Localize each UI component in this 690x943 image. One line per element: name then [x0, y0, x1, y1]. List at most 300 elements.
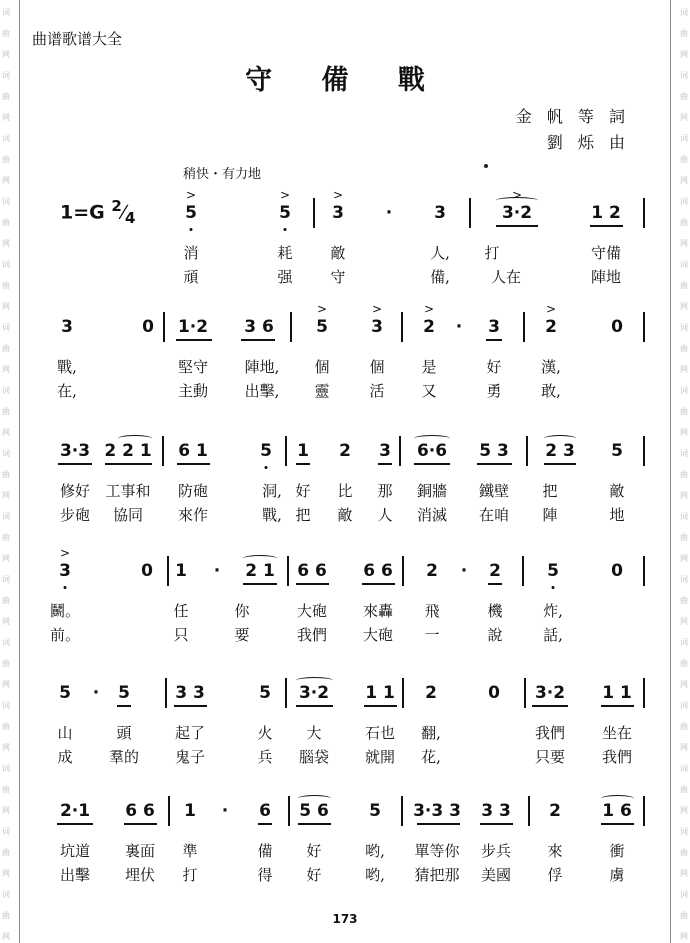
accent-mark: >: [332, 188, 344, 202]
note: ·: [213, 561, 221, 581]
lyric-verse-1: 把: [542, 482, 558, 500]
tempo-marking: 稍快・有力地: [183, 167, 262, 182]
beam-underline: [532, 705, 568, 707]
watermark-char: 网: [2, 743, 10, 752]
note: 0: [611, 561, 623, 581]
page-number: 173: [332, 912, 358, 926]
lyric-verse-2: 靈: [314, 382, 330, 400]
barline: [288, 796, 290, 826]
beam-underline: [241, 339, 275, 341]
watermark-char: 曲: [2, 29, 10, 38]
watermark-char: 曲: [2, 281, 10, 290]
watermark-char: 词: [680, 512, 688, 521]
note: 6 1: [178, 441, 208, 461]
note: 1 6: [602, 801, 632, 821]
key-label: 1=G: [60, 201, 105, 224]
lyric-verse-1: 頭: [116, 724, 132, 742]
lyric-verse-2: 羣的: [108, 748, 140, 766]
lyric-verse-2: 出擊: [59, 866, 91, 884]
accent-mark: >: [423, 302, 435, 316]
lyric-verse-1: 漢,: [541, 358, 561, 376]
watermark-char: 网: [680, 50, 688, 59]
lyric-verse-2: 得: [257, 866, 273, 884]
lyric-verse-1: 消: [183, 244, 199, 262]
watermark-char: 词: [680, 197, 688, 206]
barline: [163, 312, 165, 342]
watermark-char: 词: [680, 575, 688, 584]
time-sig-denominator: 4: [125, 209, 136, 228]
score-row: [0, 302, 690, 416]
watermark-char: 网: [680, 680, 688, 689]
lyric-verse-2: 一: [424, 626, 440, 644]
watermark-char: 词: [680, 701, 688, 710]
barline: [643, 436, 645, 466]
lyric-verse-1: 個: [314, 358, 330, 376]
lyric-verse-1: 裏面: [124, 842, 156, 860]
score-row: [0, 790, 690, 900]
lyric-verse-2: 人在: [490, 268, 522, 286]
watermark-char: 词: [680, 827, 688, 836]
score-row: [0, 546, 690, 660]
watermark-char: 词: [2, 71, 10, 80]
note: 3: [434, 203, 446, 223]
note: 5: [118, 683, 130, 703]
watermark-char: 网: [2, 680, 10, 689]
lyric-verse-2: 勇: [486, 382, 502, 400]
watermark-char: 词: [2, 512, 10, 521]
note: 1: [297, 441, 309, 461]
watermark-char: 网: [680, 365, 688, 374]
lyric-verse-2: 只要: [534, 748, 566, 766]
watermark-char: 曲: [680, 218, 688, 227]
lyric-verse-2: 强: [277, 268, 293, 286]
barline: [167, 556, 169, 586]
barline: [643, 198, 645, 228]
lyric-verse-2: 腦袋: [298, 748, 330, 766]
watermark-char: 词: [2, 134, 10, 143]
lyric-verse-2: 敢,: [541, 382, 561, 400]
lyric-verse-1: 起了: [174, 724, 206, 742]
beam-underline: [544, 463, 576, 465]
lyric-verse-2: 把: [295, 506, 311, 524]
watermark-char: 曲: [2, 533, 10, 542]
watermark-char: 词: [2, 386, 10, 395]
watermark-char: 曲: [2, 218, 10, 227]
lyric-verse-1: 耗: [277, 244, 293, 262]
note: 5: [316, 317, 328, 337]
accent-mark: >: [279, 188, 291, 202]
lyric-verse-2: 步砲: [59, 506, 91, 524]
barline: [401, 796, 403, 826]
note: 2: [425, 683, 437, 703]
watermark-char: 词: [2, 323, 10, 332]
low-octave-dot: [265, 466, 268, 469]
beam-underline: [243, 583, 277, 585]
lyric-verse-1: 那: [377, 482, 393, 500]
lyric-verse-1: 比: [337, 482, 353, 500]
beam-underline: [105, 463, 152, 465]
watermark-char: 曲: [2, 92, 10, 101]
lyric-verse-1: 來轟: [362, 602, 394, 620]
lyric-verse-1: 好: [295, 482, 311, 500]
watermark-char: 词: [2, 8, 10, 17]
watermark-char: 词: [2, 638, 10, 647]
lyric-verse-2: 守: [330, 268, 346, 286]
watermark-char: 网: [680, 869, 688, 878]
lyric-verse-1: 哟,: [365, 842, 385, 860]
note: 3: [379, 441, 391, 461]
lyric-verse-1: 鬭。: [49, 602, 81, 620]
lyric-verse-1: 石也: [364, 724, 396, 742]
watermark-char: 曲: [2, 470, 10, 479]
lyric-verse-2: 消滅: [416, 506, 448, 524]
note: 5 6: [299, 801, 329, 821]
beam-underline: [601, 823, 634, 825]
watermark-char: 网: [2, 869, 10, 878]
lyric-verse-1: 山: [57, 724, 73, 742]
watermark-char: 曲: [2, 659, 10, 668]
note: 2: [549, 801, 561, 821]
note: ·: [221, 801, 229, 821]
watermark-char: 曲: [680, 344, 688, 353]
note: 3: [332, 203, 344, 223]
note: 5: [547, 561, 559, 581]
low-octave-dot: [284, 228, 287, 231]
note: 3·2: [501, 203, 533, 223]
note: 5: [611, 441, 623, 461]
note: ·: [385, 203, 393, 223]
watermark-char: 网: [680, 743, 688, 752]
lyric-verse-1: 火: [257, 724, 273, 742]
lyric-verse-2: 備,: [430, 268, 450, 286]
note: 3: [61, 317, 73, 337]
note: 2: [545, 317, 557, 337]
watermark-char: 词: [2, 449, 10, 458]
watermark-char: 网: [680, 239, 688, 248]
note: 6 6: [125, 801, 155, 821]
note: 3·2: [298, 683, 330, 703]
note: 3 3: [175, 683, 205, 703]
lyric-verse-1: 大: [306, 724, 322, 742]
lyric-verse-1: 我們: [534, 724, 566, 742]
lyric-verse-1: 是: [421, 358, 437, 376]
lyric-verse-2: 哟,: [365, 866, 385, 884]
slur: [544, 435, 576, 442]
watermark-char: 词: [680, 8, 688, 17]
barline: [469, 198, 471, 228]
note: 1 2: [591, 203, 621, 223]
time-sig-numerator: 2: [111, 197, 122, 215]
lyric-verse-2: 就開: [364, 748, 396, 766]
lyric-verse-1: 陣地,: [244, 358, 280, 376]
lyric-verse-2: 地: [609, 506, 625, 524]
lyric-verse-1: 飛: [424, 602, 440, 620]
lyric-verse-2: 好: [306, 866, 322, 884]
watermark-char: 网: [680, 491, 688, 500]
watermark-char: 曲: [2, 785, 10, 794]
barline: [290, 312, 292, 342]
watermark-char: 网: [2, 113, 10, 122]
watermark-char: 网: [680, 554, 688, 563]
ink-dot: [484, 164, 488, 168]
note: 3: [488, 317, 500, 337]
lyric-verse-2: 說: [487, 626, 503, 644]
barline: [285, 436, 287, 466]
barline: [287, 556, 289, 586]
watermark-char: 词: [2, 827, 10, 836]
note: 6: [259, 801, 271, 821]
note: ·: [455, 317, 463, 337]
note: 3: [371, 317, 383, 337]
watermark-char: 网: [2, 491, 10, 500]
barline: [165, 678, 167, 708]
note: ·: [92, 683, 100, 703]
lyric-verse-2: 陣地: [590, 268, 622, 286]
note: 5: [369, 801, 381, 821]
watermark-char: 词: [680, 386, 688, 395]
barline: [168, 796, 170, 826]
watermark-char: 曲: [2, 344, 10, 353]
beam-underline: [177, 463, 210, 465]
barline: [522, 556, 524, 586]
watermark-char: 网: [680, 617, 688, 626]
lyric-verse-1: 大砲: [296, 602, 328, 620]
watermark-char: 曲: [680, 281, 688, 290]
watermark-char: 词: [680, 71, 688, 80]
watermark-char: 曲: [2, 155, 10, 164]
watermark-char: 曲: [680, 722, 688, 731]
note: 5: [185, 203, 197, 223]
note: 3 6: [244, 317, 274, 337]
note: 2 3: [545, 441, 575, 461]
barline: [402, 556, 404, 586]
beam-underline: [296, 705, 333, 707]
note: 2: [489, 561, 501, 581]
watermark-char: 曲: [2, 722, 10, 731]
watermark-char: 网: [2, 806, 10, 815]
note: 0: [488, 683, 500, 703]
lyric-verse-2: 猜把那: [414, 866, 460, 884]
watermark-char: 曲: [680, 911, 688, 920]
lyric-verse-2: 來作: [177, 506, 209, 524]
watermark-char: 词: [2, 890, 10, 899]
lyric-verse-1: 坑道: [59, 842, 91, 860]
watermark-char: 网: [680, 302, 688, 311]
beam-underline: [124, 823, 157, 825]
lyric-verse-2: 在,: [57, 382, 77, 400]
watermark-char: 词: [2, 701, 10, 710]
lyric-verse-2: 頑: [183, 268, 199, 286]
watermark-char: 网: [2, 239, 10, 248]
lyric-verse-1: 準: [182, 842, 198, 860]
barline: [285, 678, 287, 708]
barline: [524, 678, 526, 708]
note: 5 3: [479, 441, 509, 461]
lyric-verse-2: 戰,: [262, 506, 282, 524]
lyric-verse-1: 守備: [590, 244, 622, 262]
watermark-char: 曲: [680, 470, 688, 479]
note: 6 6: [297, 561, 327, 581]
watermark-char: 词: [2, 764, 10, 773]
beam-underline: [486, 339, 502, 341]
barline: [643, 312, 645, 342]
lyric-verse-1: 任: [173, 602, 189, 620]
note: 2: [426, 561, 438, 581]
accent-mark: >: [371, 302, 383, 316]
slur: [298, 795, 331, 802]
beam-underline: [414, 463, 450, 465]
note: 2 1: [245, 561, 275, 581]
barline: [401, 312, 403, 342]
watermark-char: 曲: [2, 848, 10, 857]
site-label: 曲谱歌谱大全: [32, 30, 123, 48]
beam-underline: [58, 463, 92, 465]
watermark-char: 网: [2, 554, 10, 563]
beam-underline: [362, 583, 395, 585]
lyric-verse-2: 虜: [609, 866, 625, 884]
note: 2 2 1: [104, 441, 152, 461]
watermark-char: 曲: [680, 92, 688, 101]
note: 6 6: [363, 561, 393, 581]
beam-underline: [488, 583, 502, 585]
lyric-verse-1: 修好: [59, 482, 91, 500]
lyric-verse-1: 防砲: [177, 482, 209, 500]
lyric-verse-1: 敵: [609, 482, 625, 500]
slur: [414, 435, 450, 442]
lyric-verse-2: 前。: [49, 626, 81, 644]
watermark-char: 网: [2, 932, 10, 941]
beam-underline: [174, 705, 207, 707]
note: 5: [260, 441, 272, 461]
lyric-verse-1: 敵: [330, 244, 346, 262]
watermark-char: 曲: [2, 911, 10, 920]
beam-underline: [601, 705, 634, 707]
note: 0: [142, 317, 154, 337]
lyric-verse-2: 協同: [112, 506, 144, 524]
watermark-char: 曲: [680, 848, 688, 857]
lyric-verse-1: 坐在: [601, 724, 633, 742]
lyric-verse-2: 我們: [601, 748, 633, 766]
lyric-verse-1: 打: [484, 244, 500, 262]
lyric-verse-1: 工事和: [105, 482, 151, 500]
watermark-char: 词: [680, 764, 688, 773]
lyric-verse-1: 單等你: [414, 842, 460, 860]
lyric-verse-1: 人,: [430, 244, 450, 262]
watermark-char: 词: [680, 449, 688, 458]
low-octave-dot: [190, 228, 193, 231]
note: 5: [59, 683, 71, 703]
slur: [243, 555, 277, 562]
note: 1 1: [602, 683, 632, 703]
time-sig-slash: ⁄: [121, 201, 125, 224]
slur: [601, 795, 634, 802]
beam-underline: [496, 225, 538, 227]
lyric-verse-2: 俘: [547, 866, 563, 884]
lyric-verse-2: 美國: [480, 866, 512, 884]
watermark-char: 网: [2, 176, 10, 185]
lyric-verse-2: 花,: [421, 748, 441, 766]
beam-underline: [378, 463, 392, 465]
watermark-char: 曲: [680, 785, 688, 794]
lyric-verse-1: 機: [487, 602, 503, 620]
watermark-char: 曲: [2, 407, 10, 416]
lyric-verse-2: 敵: [337, 506, 353, 524]
watermark-char: 词: [680, 260, 688, 269]
lyric-verse-2: 埋伏: [124, 866, 156, 884]
note: 3·3 3: [413, 801, 461, 821]
watermark-char: 网: [680, 806, 688, 815]
watermark-char: 曲: [680, 533, 688, 542]
accent-mark: >: [545, 302, 557, 316]
lyric-verse-1: 戰,: [57, 358, 77, 376]
watermark-char: 词: [2, 260, 10, 269]
barline: [528, 796, 530, 826]
slur: [296, 677, 333, 684]
beam-underline: [417, 823, 460, 825]
note: 2: [423, 317, 435, 337]
beam-underline: [176, 339, 212, 341]
beam-underline: [590, 225, 623, 227]
watermark-char: 词: [680, 134, 688, 143]
lyric-verse-2: 兵: [257, 748, 273, 766]
beam-underline: [258, 823, 272, 825]
watermark-char: 曲: [680, 407, 688, 416]
watermark-char: 网: [2, 428, 10, 437]
lyric-verse-2: 大砲: [362, 626, 394, 644]
note: 3: [59, 561, 71, 581]
lyric-verse-2: 又: [421, 382, 437, 400]
lyric-verse-1: 鐵壁: [478, 482, 510, 500]
watermark-char: 词: [2, 575, 10, 584]
note: 5: [279, 203, 291, 223]
watermark-char: 网: [2, 302, 10, 311]
lyric-verse-2: 陣: [542, 506, 558, 524]
barline: [399, 436, 401, 466]
lyric-verse-2: 出擊,: [244, 382, 280, 400]
lyric-verse-1: 好: [306, 842, 322, 860]
watermark-char: 曲: [680, 596, 688, 605]
beam-underline: [117, 705, 131, 707]
score-row: [0, 430, 690, 540]
lyric-verse-1: 好: [486, 358, 502, 376]
lyric-verse-2: 只: [173, 626, 189, 644]
beam-underline: [298, 823, 331, 825]
watermark-char: 曲: [680, 659, 688, 668]
barline: [643, 556, 645, 586]
barline: [523, 312, 525, 342]
lyric-verse-2: 活: [369, 382, 385, 400]
lyric-verse-2: 成: [57, 748, 73, 766]
lyric-verse-1: 堅守: [177, 358, 209, 376]
note: 3 3: [481, 801, 511, 821]
beam-underline: [480, 823, 513, 825]
beam-underline: [477, 463, 512, 465]
lyric-verse-1: 洞,: [262, 482, 282, 500]
watermark-char: 网: [680, 113, 688, 122]
note: 0: [611, 317, 623, 337]
slur: [118, 435, 152, 442]
watermark-char: 网: [680, 932, 688, 941]
watermark-char: 网: [680, 428, 688, 437]
lyric-verse-2: 主動: [177, 382, 209, 400]
beam-underline: [296, 463, 310, 465]
lyric-verse-1: 步兵: [480, 842, 512, 860]
note: 1: [184, 801, 196, 821]
watermark-char: 网: [2, 50, 10, 59]
note: 0: [141, 561, 153, 581]
note: ·: [460, 561, 468, 581]
watermark-char: 词: [680, 323, 688, 332]
